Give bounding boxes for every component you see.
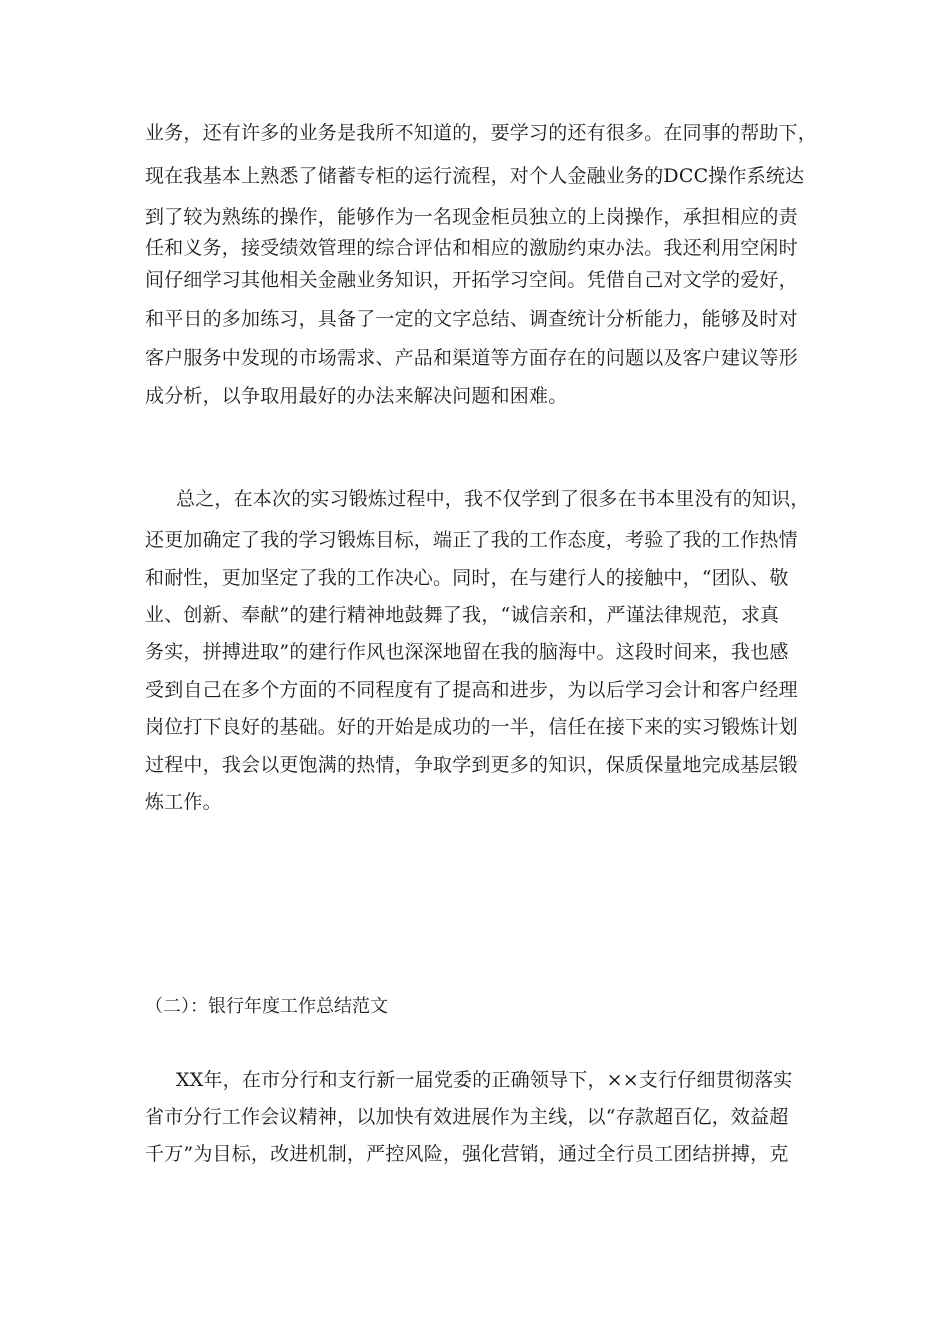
paragraph-line: 业、创新、奉献”的建行精神地鼓舞了我，“诚信亲和，严谨法律规范，求真 xyxy=(145,604,780,626)
section-heading: （二）：银行年度工作总结范文 xyxy=(145,996,388,1017)
paragraph-line: 千万”为目标，改进机制，严控风险，强化营销，通过全行员工团结拼搏，克 xyxy=(145,1143,789,1165)
paragraph-line: 炼工作。 xyxy=(145,791,222,813)
paragraph-line: 任和义务，接受绩效管理的综合评估和相应的激励约束办法。我还利用空闲时 xyxy=(145,237,798,259)
paragraph-line: 客户服务中发现的市场需求、产品和渠道等方面存在的问题以及客户建议等形 xyxy=(145,347,798,369)
paragraph-line: 和平日的多加练习，具备了一定的文字总结、调查统计分析能力，能够及时对 xyxy=(145,308,798,330)
paragraph-line: XX年，在市分行和支行新一届党委的正确领导下，××支行仔细贯彻落实 xyxy=(176,1069,793,1091)
paragraph-line: 省市分行工作会议精神，以加快有效进展作为主线，以“存款超百亿，效益超 xyxy=(145,1106,789,1128)
paragraph-line: 成分析，以争取用最好的办法来解决问题和困难。 xyxy=(145,385,568,407)
paragraph-line: 受到自己在多个方面的不同程度有了提高和进步，为以后学习会计和客户经理 xyxy=(145,679,798,701)
paragraph-line: 现在我基本上熟悉了储蓄专柜的运行流程，对个人金融业务的DCC操作系统达 xyxy=(145,165,805,187)
paragraph-line: 业务，还有许多的业务是我所不知道的，要学习的还有很多。在同事的帮助下， xyxy=(145,122,818,144)
paragraph-line: 还更加确定了我的学习锻炼目标，端正了我的工作态度，考验了我的工作热情 xyxy=(145,529,798,551)
paragraph-line: 岗位打下良好的基础。好的开始是成功的一半，信任在接下来的实习锻炼计划 xyxy=(145,716,798,738)
paragraph-line: 到了较为熟练的操作，能够作为一名现金柜员独立的上岗操作，承担相应的责 xyxy=(145,206,798,228)
paragraph-line: 过程中，我会以更饱满的热情，争取学到更多的知识，保质保量地完成基层锻 xyxy=(145,754,798,776)
paragraph-line: 务实，拼搏进取”的建行作风也深深地留在我的脑海中。这段时间来，我也感 xyxy=(145,641,789,663)
paragraph-line: 和耐性，更加坚定了我的工作决心。同时，在与建行人的接触中，“团队、敬 xyxy=(145,567,789,589)
paragraph-line: 间仔细学习其他相关金融业务知识，开拓学习空间。凭借自己对文学的爱好， xyxy=(145,269,798,291)
paragraph-line: 总之，在本次的实习锻炼过程中，我不仅学到了很多在书本里没有的知识， xyxy=(176,488,810,510)
